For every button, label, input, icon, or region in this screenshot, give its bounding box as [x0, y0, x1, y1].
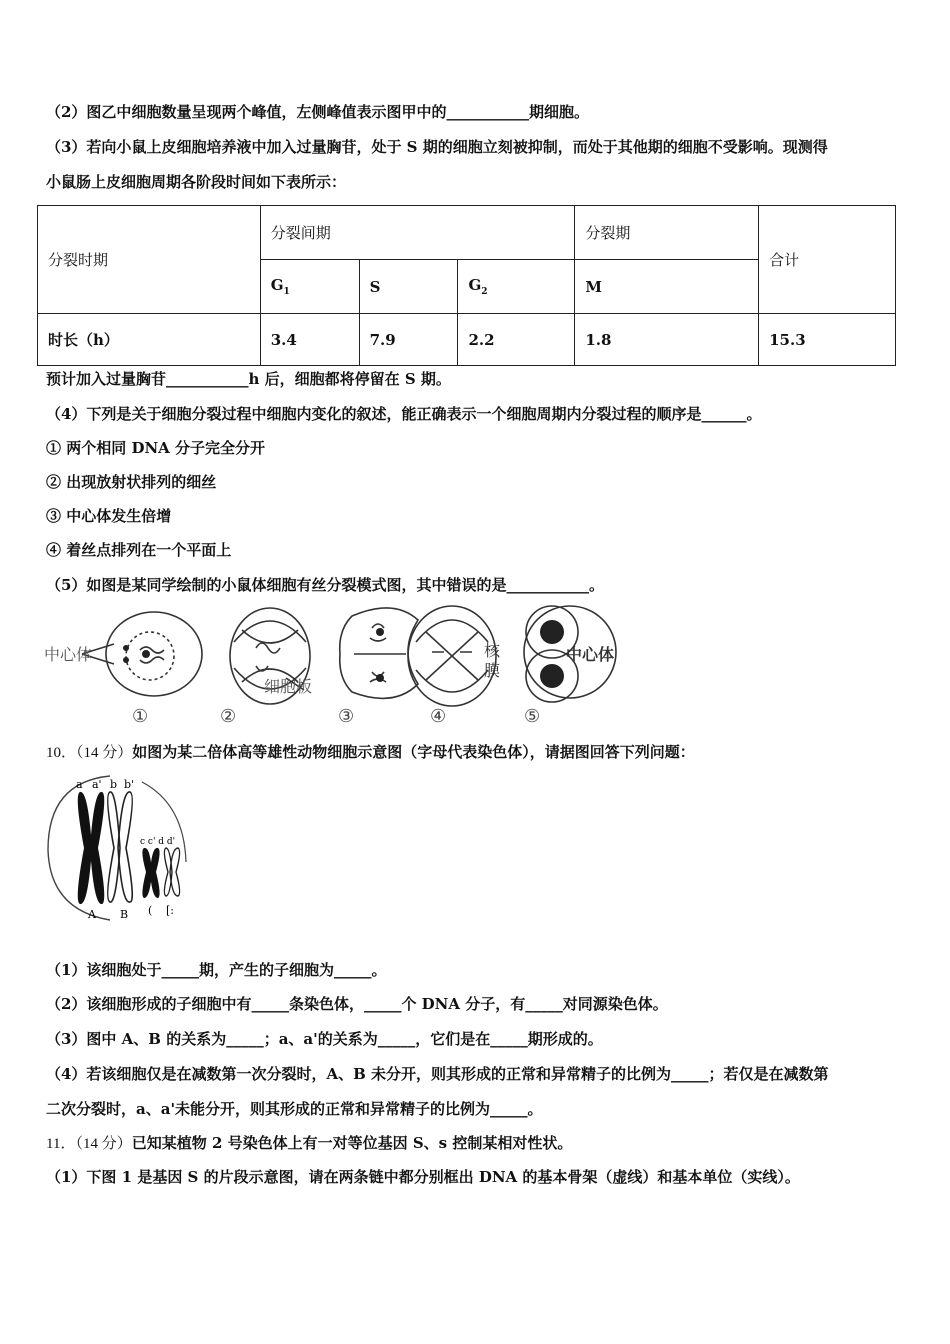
- table-cell-m-value: 1.8: [575, 314, 759, 366]
- q11-number: 11．: [46, 1136, 76, 1152]
- q9-sub3-line2: 小鼠肠上皮细胞周期各阶段时间如下表所示：: [46, 173, 347, 191]
- label-num-3: ③: [338, 706, 355, 727]
- label-D: [:: [166, 904, 174, 917]
- label-centrosome-right: 中心体: [566, 645, 615, 664]
- q10-sub3: （3）图中 A、B 的关系为_____；a、a'的关系为_____，它们是在_____期形成的。: [46, 1030, 603, 1048]
- q11-text: 已知某植物 2 号染色体上有一对等位基因 S、s 控制某相对性状。: [131, 1134, 573, 1152]
- table-header-total: 合计: [759, 206, 896, 314]
- q11-sub1: （1）下图 1 是基因 S 的片段示意图，请在两条链中都分别框出 DNA 的基本骨架（虚线）和基本单位（实线）。: [46, 1168, 800, 1186]
- table-cell-g1-value: 3.4: [260, 314, 359, 366]
- label-C: (: [148, 904, 153, 917]
- label-cd: c c' d d': [140, 837, 176, 847]
- cell-1-outline: [106, 612, 202, 696]
- q11-score: （14 分）: [75, 1136, 132, 1152]
- q10-score: （14 分）: [76, 745, 133, 761]
- table-header-interphase: 分裂间期: [260, 206, 575, 260]
- cell-cycle-table: [37, 205, 896, 366]
- q10-sub4-line1: （4）若该细胞仅是在减数第一次分裂时，A、B 未分开，则其形成的正常和异常精子的比例为_____；若仅是在减数第: [46, 1065, 829, 1083]
- table-cell-duration-label: 时长（h）: [38, 314, 261, 366]
- q10-stem: [46, 742, 695, 763]
- table-cell-total-value: 15.3: [759, 314, 896, 366]
- table-cell-g2-value: 2.2: [458, 314, 575, 366]
- label-cell-plate: 细胞板: [264, 677, 313, 696]
- q10-text: 如图为某二倍体高等雄性动物细胞示意图（字母代表染色体），请据图回答下列问题：: [132, 743, 695, 761]
- chromosome-diagram: [44, 774, 194, 924]
- label-centrosome-left: 中心体: [44, 645, 93, 664]
- label-B: B: [120, 908, 129, 921]
- label-nuclear-membrane-2: 膜: [484, 661, 501, 680]
- q10-sub1: （1）该细胞处于_____期，产生的子细胞为_____。: [46, 961, 387, 979]
- q9-sub4-option-3: ③ 中心体发生倍增: [46, 507, 172, 525]
- q9-sub4-option-1: ① 两个相同 DNA 分子完全分开: [46, 439, 266, 457]
- table-header-g2: $G_2$: [458, 260, 575, 314]
- label-a: a: [76, 778, 83, 791]
- label-nuclear-membrane-1: 核: [484, 641, 501, 660]
- table-header-s: S: [359, 260, 458, 314]
- table-header-g1: $G_1$: [260, 260, 359, 314]
- label-b: b: [110, 778, 118, 791]
- cell-3-outline: [340, 608, 418, 699]
- label-A: A: [88, 908, 96, 921]
- q10-number: 10．: [46, 745, 77, 761]
- table-header-phase: 分裂时期: [38, 206, 261, 314]
- label-a-prime: a': [92, 778, 102, 791]
- mitosis-diagram: [42, 602, 632, 730]
- q10-sub4-line2: 二次分裂时，a、a'未能分开，则其形成的正常和异常精子的比例为_____。: [46, 1100, 543, 1118]
- table-header-mitosis: 分裂期: [575, 206, 759, 260]
- q9-sub3-line1: （3）若向小鼠上皮细胞培养液中加入过量胸苷，处于 S 期的细胞立刻被抑制，而处于其他期的细胞不受影响。现测得: [46, 138, 828, 156]
- q11-stem: [46, 1133, 572, 1154]
- q9-sub4-option-4: ④ 着丝点排列在一个平面上: [46, 541, 232, 559]
- table-cell-s-value: 7.9: [359, 314, 458, 366]
- q9-sub3-answer-line: 预计加入过量胸苷___________h 后，细胞都将停留在 S 期。: [46, 370, 451, 388]
- q9-sub4-option-2: ② 出现放射状排列的细丝: [46, 473, 217, 491]
- q9-sub5: （5）如图是某同学绘制的小鼠体细胞有丝分裂模式图，其中错误的是___________。: [46, 576, 604, 594]
- label-num-2: ②: [220, 706, 237, 727]
- q9-sub2: （2）图乙中细胞数量呈现两个峰值，左侧峰值表示图甲中的___________期细胞。: [46, 103, 589, 121]
- label-num-4: ④: [430, 706, 447, 727]
- q10-sub2: （2）该细胞形成的子细胞中有_____条染色体，_____个 DNA 分子，有_____对同源染色体。: [46, 995, 668, 1013]
- q9-sub4: （4）下列是关于细胞分裂过程中细胞内变化的叙述，能正确表示一个细胞周期内分裂过程的顺序是______。: [46, 405, 762, 423]
- label-b-prime: b': [124, 778, 135, 791]
- table-header-m: M: [575, 260, 759, 314]
- label-num-5: ⑤: [524, 706, 541, 727]
- label-num-1: ①: [132, 706, 149, 727]
